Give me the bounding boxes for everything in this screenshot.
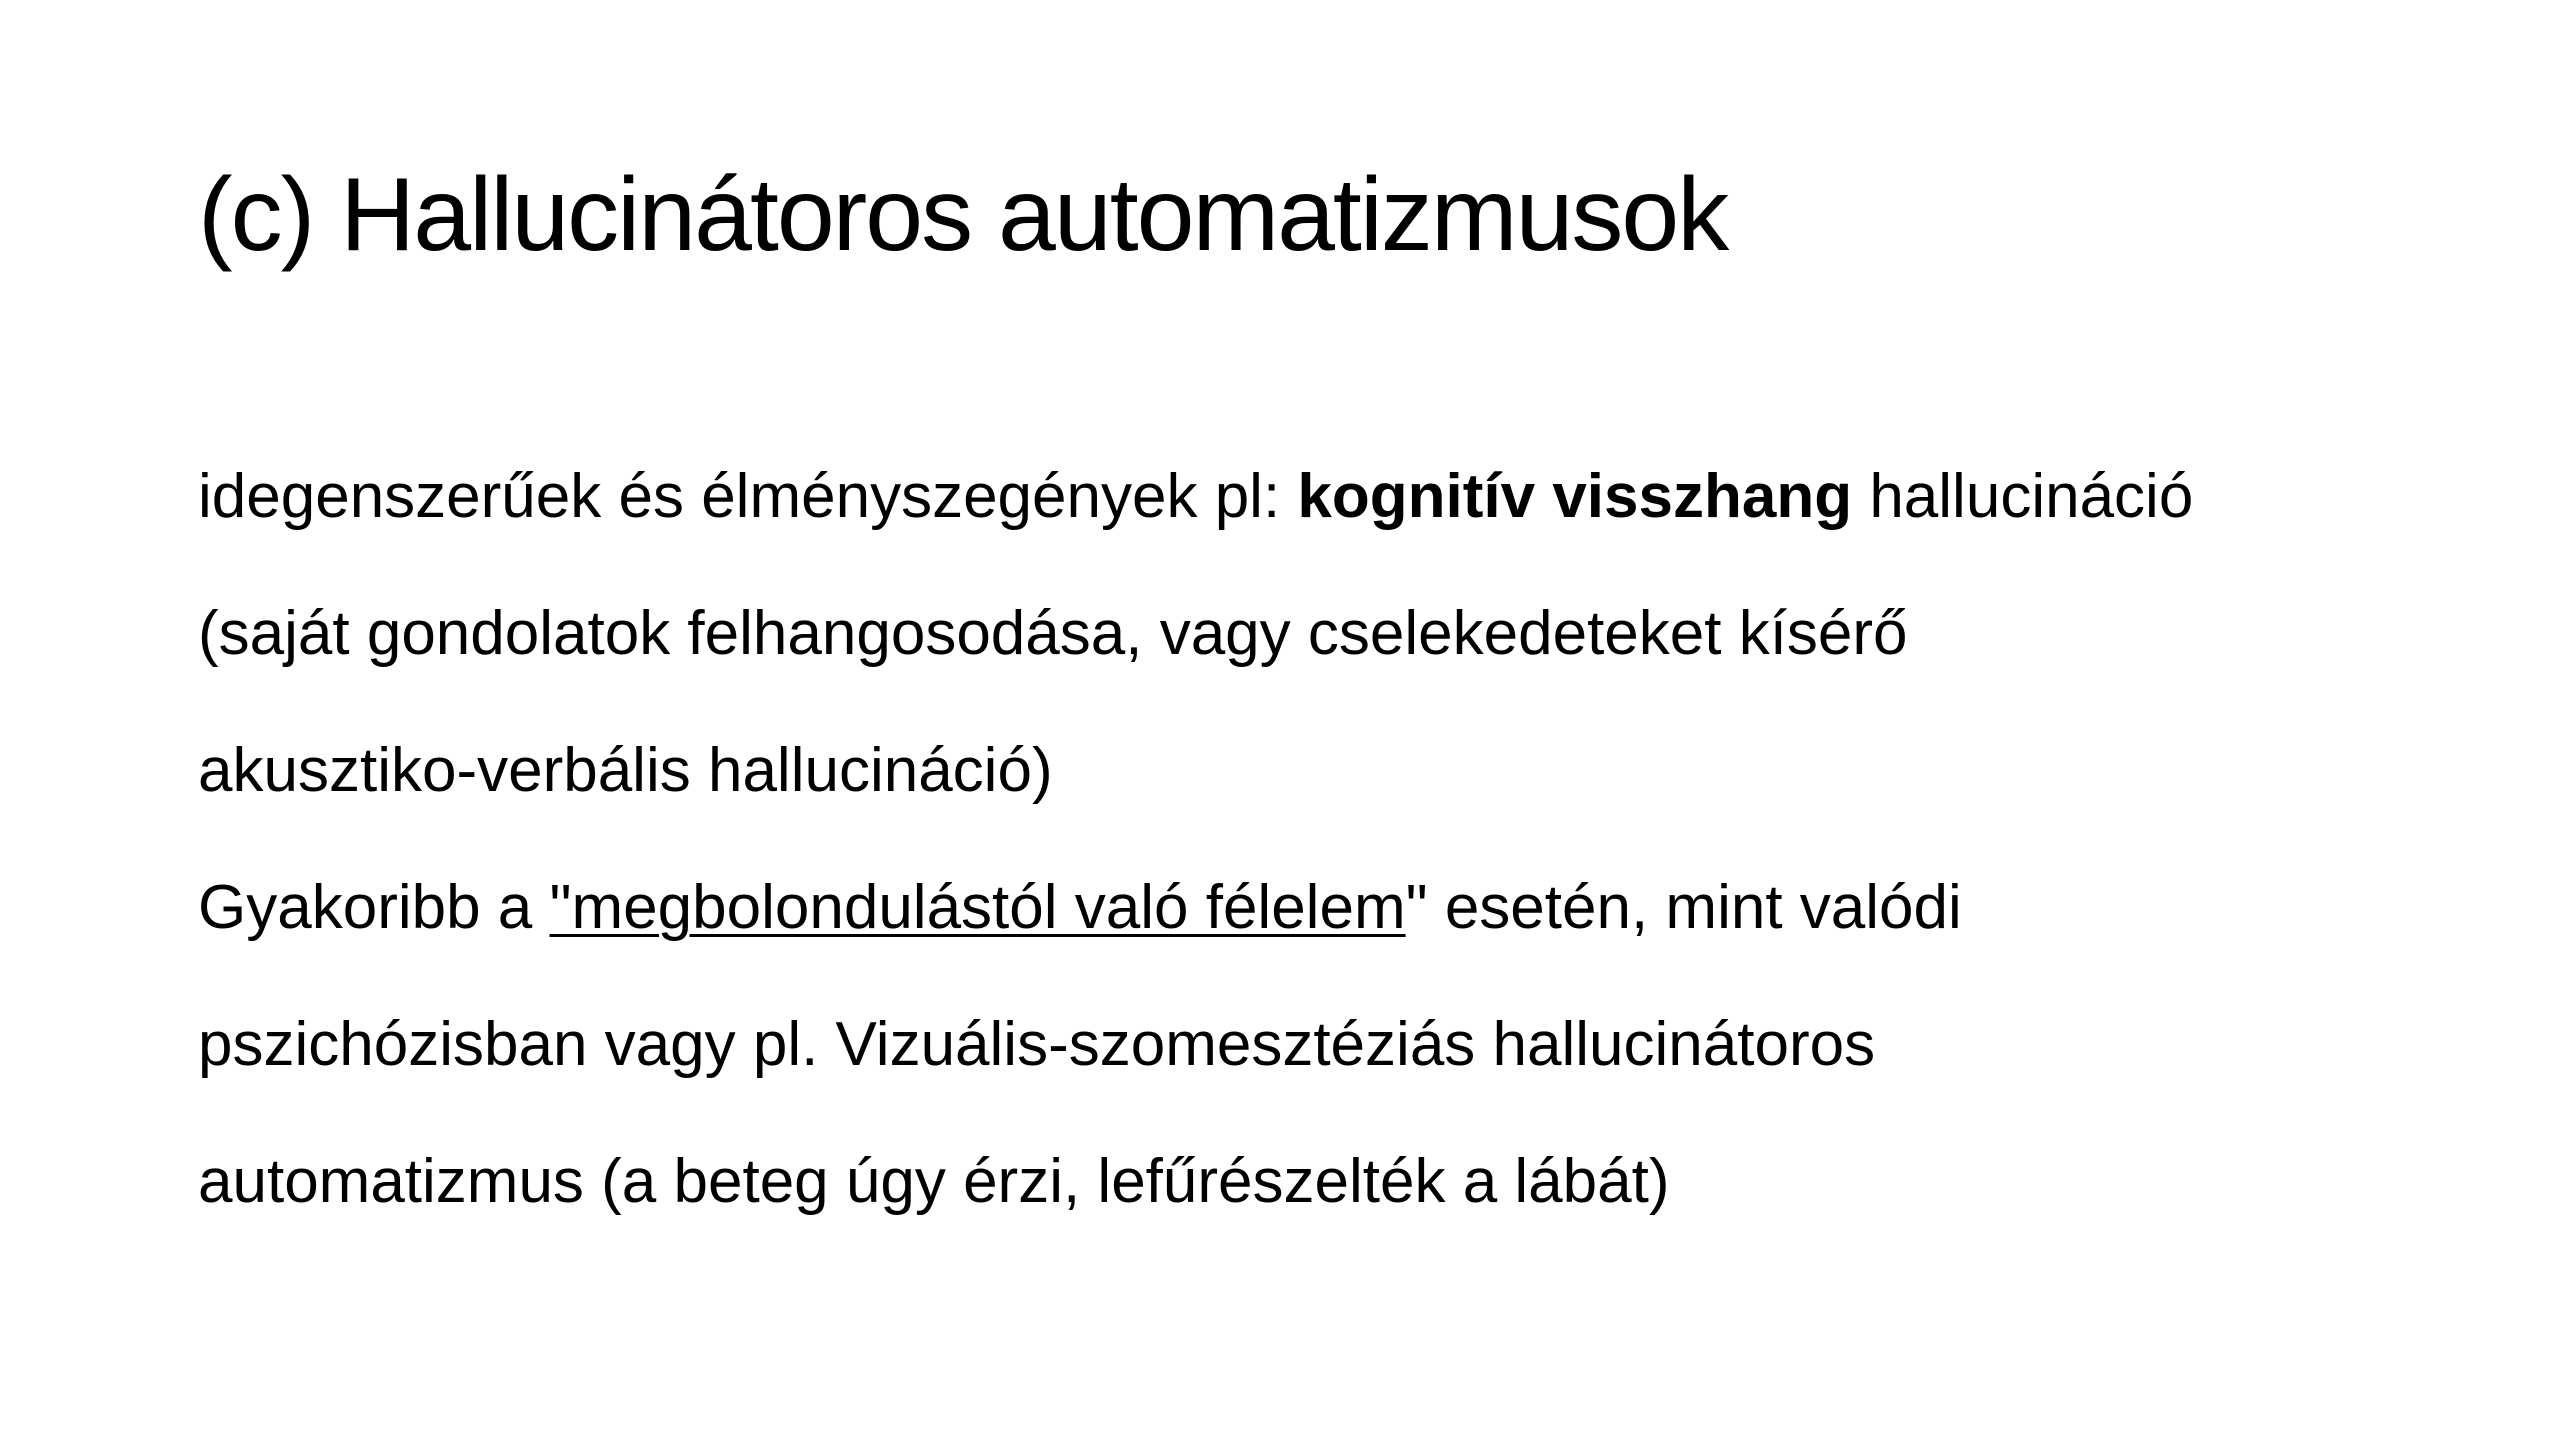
slide-title: (c) Hallucinátoros automatizmusok	[198, 157, 1728, 273]
paragraph-line: akusztiko-verbális hallucináció)	[198, 736, 1053, 805]
paragraph-line: automatizmus (a beteg úgy érzi, lefűrészelték a lábát)	[198, 1147, 1670, 1216]
slide-body	[198, 428, 2458, 1250]
paragraph-line: (saját gondolatok felhangosodása, vagy cselekedeteket kísérő	[198, 599, 1908, 668]
text-segment: idegenszerűek és élményszegények pl:	[198, 462, 1298, 531]
paragraph-line	[198, 839, 2458, 976]
paragraph-line	[198, 428, 2458, 565]
paragraph-fear-of-madness	[198, 839, 2458, 1250]
text-segment: hallucináció	[1852, 462, 2194, 531]
paragraph-line: pszichózisban vagy pl. Vizuális-szomesztéziás hallucinátoros	[198, 1010, 1876, 1079]
text-segment: " esetén, mint valódi	[1405, 873, 1962, 942]
underlined-phrase: "megbolondulástól való félelem	[549, 873, 1406, 942]
text-segment: Gyakoribb a	[198, 873, 550, 942]
paragraph-cognitive-echo	[198, 428, 2458, 839]
bold-term: kognitív visszhang	[1297, 462, 1853, 531]
